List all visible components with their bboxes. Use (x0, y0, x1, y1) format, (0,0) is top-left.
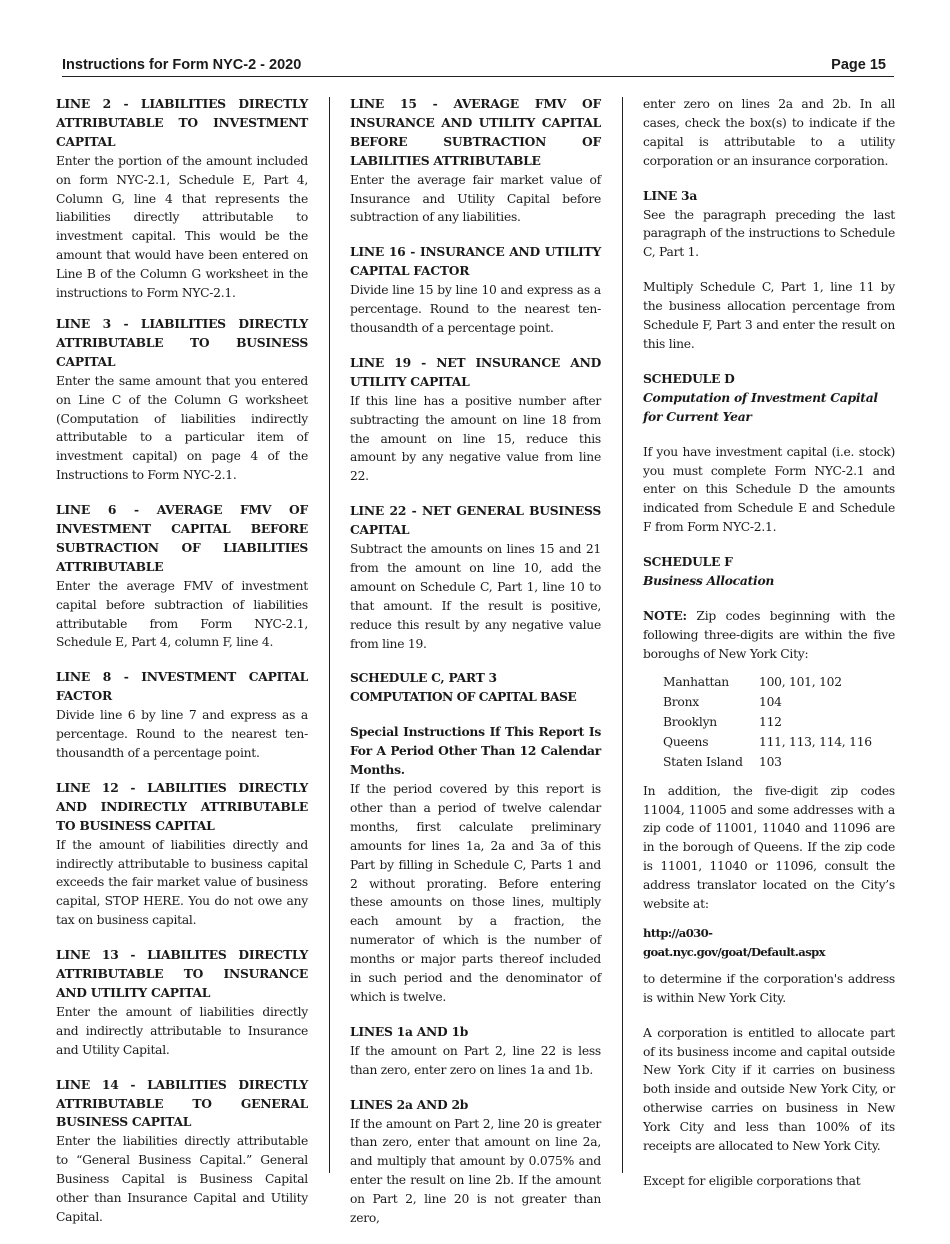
section-body: If you have investment capital (i.e. stock) you must complete Form NYC-2.1 and enter on this Schedule D the amounts indicated from Schedule E and Schedule F from Form NYC-2.1. (643, 444, 895, 535)
table-row (663, 692, 895, 712)
document-title: Instructions for Form NYC-2 - 2020 (62, 57, 302, 73)
section-heading: SCHEDULE C, PART 3 (350, 670, 497, 686)
section-line-12 (56, 779, 308, 930)
column-2 (350, 95, 601, 1244)
section-body: Enter the same amount that you entered on Line C of the Column G worksheet (Computation of liabilities indirectly attributable to a particular item of investment capital) on page 4 of the Instructions to Form NYC-2.1. (56, 373, 308, 483)
section-body: A corporation is entitled to allocate part of its business income and capital outside New York City if it carries on business both inside and outside New York City, or otherwise carries on business in New York City and less than 100% of its receipts are allocated to New York City. (643, 1025, 895, 1154)
column-divider (329, 97, 330, 1173)
section-subheading: Business Allocation (643, 573, 775, 589)
section-line-3a (643, 187, 895, 354)
section-line-14 (56, 1076, 308, 1227)
section-body: Subtract the amounts on lines 15 and 21 from the amount on line 10, add the amount on Schedule C, Part 1, line 10 to that amount. If the result is positive, reduce this result by any negative value from line 19. (350, 542, 601, 651)
borough-name: Bronx (663, 694, 699, 709)
note-text: Zip codes beginning with the following three-digits are within the five boroughs of New York City: (643, 608, 895, 661)
section-body: Enter the average FMV of investment capital before subtraction of liabilities attributable from Form NYC-2.1, Schedule E, Part 4, column F, line 4. (56, 578, 308, 650)
section-heading: LINE 6 - AVERAGE FMV OF INVESTMENT CAPITAL BEFORE SUBTRACTION OF LIABILITIES ATTRIBUTABLE (56, 502, 308, 574)
column-1 (56, 95, 308, 1243)
borough-zip-table (663, 672, 895, 772)
section-body: Divide line 15 by line 10 and express as a percentage. Round to the nearest ten-thousandth of a percentage point. (350, 283, 601, 335)
column-3 (643, 95, 895, 1207)
section-line-8 (56, 668, 308, 763)
section-body: Enter the amount of liabilities directly and indirectly attributable to Insurance and Utility Capital. (56, 1004, 308, 1057)
section-body: Enter the liabilities directly attributable to “General Business Capital.” General Business Capital is Business Capital other than Insurance Capital and Utility Capital. (56, 1134, 308, 1224)
section-body: If the amount on Part 2, line 20 is greater than zero, enter that amount on line 2a, and multiply that amount by 0.075% and enter the result on line 2b. If the amount on Part 2, line 20 is not greater than zero, (350, 1116, 601, 1226)
section-line-2 (56, 95, 308, 303)
borough-name: Manhattan (663, 674, 729, 689)
column-divider (622, 97, 623, 1173)
table-row (663, 732, 895, 752)
section-line-19 (350, 354, 601, 486)
section-heading: Special Instructions If This Report Is For A Period Other Than 12 Calendar Months. (350, 724, 601, 778)
section-heading: LINE 15 - AVERAGE FMV OF INSURANCE AND UTILITY CAPITAL BEFORE SUBTRACTION OF LABILITIES ATTRIBUTABLE (350, 96, 601, 168)
section-heading: LINE 22 - NET GENERAL BUSINESS CAPITAL (350, 503, 601, 538)
section-line-3 (56, 315, 308, 485)
section-schedule-c-part-3 (350, 669, 601, 707)
table-row (663, 672, 895, 692)
section-lines-1a-1b (350, 1023, 601, 1080)
borough-name: Staten Island (663, 754, 743, 769)
section-line-6 (56, 501, 308, 652)
section-body: Enter the average fair market value of Insurance and Utility Capital before subtraction of any liabilities. (350, 172, 601, 225)
section-schedule-f (643, 553, 895, 1191)
section-heading: LINE 2 - LIABILITIES DIRECTLY ATTRIBUTABLE TO INVESTMENT CAPITAL (56, 96, 308, 149)
section-heading: LINES 1a AND 1b (350, 1023, 469, 1039)
borough-codes: 111, 113, 114, 116 (759, 734, 872, 749)
section-continued-text (643, 95, 895, 171)
section-special-instructions (350, 723, 601, 1007)
section-heading: LINE 19 - NET INSURANCE AND UTILITY CAPITAL (350, 354, 601, 389)
section-body: Except for eligible corporations that (643, 1173, 861, 1188)
section-heading: LINE 8 - INVESTMENT CAPITAL FACTOR (56, 669, 308, 704)
page-header (62, 56, 894, 77)
section-heading: LINE 16 - INSURANCE AND UTILITY CAPITAL FACTOR (350, 244, 601, 279)
section-heading: LINE 3 - LIABILITIES DIRECTLY ATTRIBUTABLE TO BUSINESS CAPITAL (56, 315, 308, 369)
section-body: If this line has a positive number after subtracting the amount on line 18 from the amount on line 15, reduce this amount by any negative value from line 22. (350, 393, 601, 484)
borough-name: Brooklyn (663, 714, 717, 729)
section-heading: LINE 13 - LIABILITES DIRECTLY ATTRIBUTABLE TO INSURANCE AND UTILITY CAPITAL (56, 947, 308, 1000)
borough-codes: 100, 101, 102 (759, 674, 842, 689)
table-row (663, 752, 895, 772)
table-row (663, 712, 895, 732)
section-heading: LINE 3a (643, 187, 698, 203)
section-line-16 (350, 243, 601, 338)
section-body: In addition, the five-digit zip codes 11004, 11005 and some addresses with a zip code of 11001, 11040 and 11096 are in the borough of Queens. If the zip code is 11001, 11040 or 11096, consult the address translator located on the City’s website at: (643, 783, 895, 912)
section-heading: SCHEDULE F (643, 554, 733, 570)
borough-codes: 103 (759, 754, 782, 769)
section-body: Enter the portion of the amount included on form NYC-2.1, Schedule E, Part 4, Column G, line 4 that represents the liabilities directly attributable to investment capital. This would be the amount that would have been entered on Line B of the Column G worksheet in the instructions to Form NYC-2.1. (56, 153, 308, 301)
section-heading: LINES 2a AND 2b (350, 1096, 469, 1112)
section-body: If the amount of liabilities directly and indirectly attributable to business capital exceeds the fair market value of business capital, STOP HERE. You do not owe any tax on business capital. (56, 837, 308, 928)
section-line-22 (350, 502, 601, 653)
section-body: Divide line 6 by line 7 and express as a percentage. Round to the nearest ten-thousandth of a percentage point. (56, 708, 308, 760)
section-line-13 (56, 946, 308, 1059)
section-heading: COMPUTATION OF CAPITAL BASE (350, 689, 577, 705)
section-lines-2a-2b (350, 1096, 601, 1228)
note-paragraph (643, 607, 895, 664)
note-label: NOTE: (643, 607, 687, 623)
section-body: See the paragraph preceding the last paragraph of the instructions to Schedule C, Part 1. (643, 207, 895, 260)
section-heading: SCHEDULE D (643, 370, 735, 386)
goat-url-link[interactable]: http://a030- goat.nyc.gov/goat/Default.aspx (643, 926, 825, 959)
section-body: If the period covered by this report is other than a period of twelve calendar months, first calculate preliminary amounts for lines 1a, 2a and 3a of this Part by filling in Schedule C, Parts 1 and 2 without prorating. Before entering these amounts on those lines, multiply each amount by a fraction, the numerator of which is the number of months or major parts thereof included in such period and the denominator of which is twelve. (350, 782, 601, 1004)
section-line-15 (350, 95, 601, 227)
section-body: If the amount on Part 2, line 22 is less than zero, enter zero on lines 1a and 1b. (350, 1043, 601, 1077)
section-heading: LINE 14 - LABILITIES DIRECTLY ATTRIBUTABLE TO GENERAL BUSINESS CAPITAL (56, 1076, 308, 1130)
section-subheading: Computation of Investment Capital for Current Year (643, 389, 878, 424)
section-body: enter zero on lines 2a and 2b. In all cases, check the box(s) to indicate if the capital is attributable to a utility corporation or an insurance corporation. (643, 97, 895, 168)
borough-codes: 112 (759, 714, 782, 729)
section-body: to determine if the corporation's address is within New York City. (643, 971, 895, 1005)
page-number: Page 15 (831, 57, 886, 73)
section-body: Multiply Schedule C, Part 1, line 11 by the business allocation percentage from Schedule F, Part 3 and enter the result on this line. (643, 280, 895, 351)
borough-name: Queens (663, 734, 709, 749)
section-heading: LINE 12 - LABILITIES DIRECTLY AND INDIRECTLY ATTRIBUTABLE TO BUSINESS CAPITAL (56, 779, 308, 833)
section-schedule-d (643, 370, 895, 537)
borough-codes: 104 (759, 694, 782, 709)
